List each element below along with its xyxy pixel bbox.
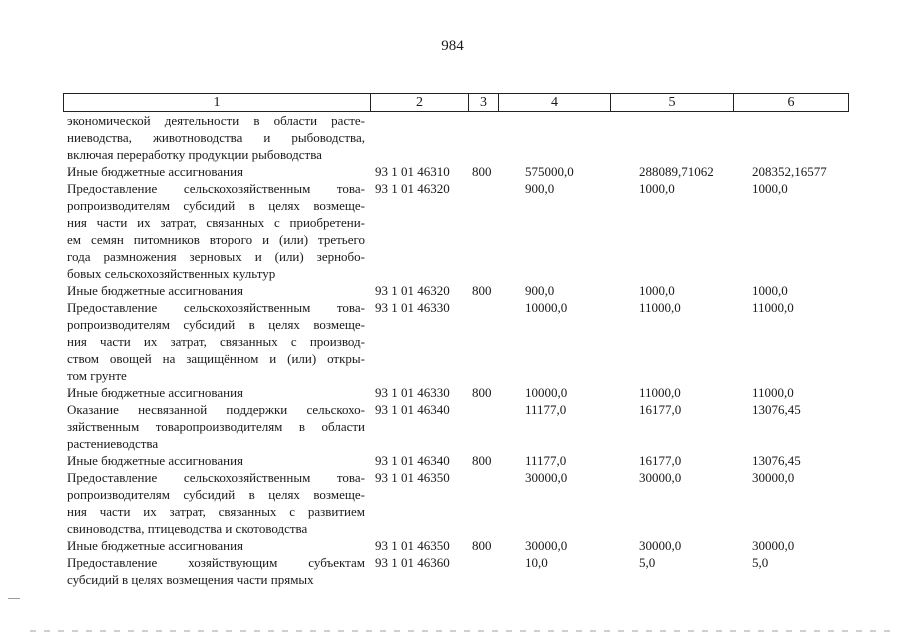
row-code: 93 1 01 46320 bbox=[375, 181, 450, 196]
row-description bbox=[0, 537, 365, 554]
row-code: 93 1 01 46330 bbox=[375, 300, 450, 315]
row-value-col6: 13076,45 bbox=[752, 453, 801, 468]
description-line: ниеводства, животноводства и рыбоводства, bbox=[67, 130, 365, 145]
row-value-col6: 208352,16577 bbox=[752, 164, 827, 179]
row-description bbox=[0, 163, 365, 180]
row-value-col5: 30000,0 bbox=[639, 470, 682, 485]
row-description bbox=[0, 452, 365, 469]
row-expense-kind: 800 bbox=[472, 385, 492, 400]
description-line: ропроизводителям субсидий в целях возмеще- bbox=[67, 198, 365, 213]
table-row bbox=[0, 537, 905, 554]
row-value-col5: 16177,0 bbox=[639, 453, 682, 468]
row-expense-kind bbox=[465, 112, 505, 163]
table-row bbox=[0, 452, 905, 469]
description-line: ем семян питомников второго и (или) третьего bbox=[67, 232, 365, 247]
row-value-col4: 575000,0 bbox=[525, 164, 574, 179]
table-row bbox=[0, 282, 905, 299]
row-value-col6: 1000,0 bbox=[752, 283, 788, 298]
row-code: 93 1 01 46350 bbox=[375, 470, 450, 485]
description-line: Иные бюджетные ассигнования bbox=[67, 453, 244, 468]
row-code: 93 1 01 46310 bbox=[375, 164, 450, 179]
row-description bbox=[0, 180, 365, 282]
description-line: Предоставление хозяйствующим субъектам bbox=[67, 555, 365, 570]
description-line: Иные бюджетные ассигнования bbox=[67, 283, 244, 298]
row-value-col4: 11177,0 bbox=[525, 402, 567, 417]
row-value-col4: 30000,0 bbox=[525, 470, 568, 485]
description-line: года размножения зерновых и (или) зернобо- bbox=[67, 249, 365, 264]
row-value-col5: 5,0 bbox=[639, 555, 656, 570]
row-value-col6: 1000,0 bbox=[752, 181, 788, 196]
page-number: 984 bbox=[441, 38, 464, 54]
row-code bbox=[365, 112, 465, 163]
description-line: включая переработку продукции рыбоводства bbox=[67, 147, 322, 162]
scan-edge-mark bbox=[8, 598, 20, 599]
table-row bbox=[0, 180, 905, 282]
header-col-6: 6 bbox=[787, 95, 795, 110]
row-description bbox=[0, 554, 365, 588]
description-line: Предоставление сельскохозяйственным това- bbox=[67, 181, 365, 196]
row-description bbox=[0, 112, 365, 163]
row-code: 93 1 01 46340 bbox=[375, 453, 450, 468]
description-line: свиноводства, птицеводства и скотоводства bbox=[67, 521, 308, 536]
header-col-1: 1 bbox=[64, 94, 371, 111]
header-col-3: 3 bbox=[469, 94, 499, 111]
row-code: 93 1 01 46360 bbox=[375, 555, 450, 570]
row-value-col5: 11000,0 bbox=[639, 385, 681, 400]
row-expense-kind bbox=[465, 401, 505, 452]
row-value-col5: 30000,0 bbox=[639, 538, 682, 553]
row-expense-kind: 800 bbox=[472, 453, 492, 468]
scan-bottom-edge bbox=[30, 630, 890, 632]
description-line: экономической деятельности в области расте- bbox=[67, 113, 365, 128]
description-line: Иные бюджетные ассигнования bbox=[67, 538, 244, 553]
row-value-col6: 30000,0 bbox=[752, 470, 795, 485]
row-expense-kind bbox=[465, 299, 505, 384]
description-line: зяйственным товаропроизводителям в области bbox=[67, 419, 365, 434]
row-value-col5: 1000,0 bbox=[639, 181, 675, 196]
header-col-2: 2 bbox=[371, 94, 469, 111]
row-value-col4: 900,0 bbox=[525, 181, 555, 196]
row-value-col4: 30000,0 bbox=[525, 538, 568, 553]
row-expense-kind: 800 bbox=[472, 538, 492, 553]
row-value-col4: 10000,0 bbox=[525, 300, 568, 315]
description-line: Иные бюджетные ассигнования bbox=[67, 164, 244, 179]
description-line: том грунте bbox=[67, 368, 127, 383]
table-row bbox=[0, 554, 905, 588]
row-value-col6: 13076,45 bbox=[752, 402, 801, 417]
description-line: ропроизводителям субсидий в целях возмеще- bbox=[67, 317, 365, 332]
description-line: ния части их затрат, связанных с приобретени- bbox=[67, 215, 365, 230]
row-value-col6: 5,0 bbox=[752, 555, 769, 570]
row-description bbox=[0, 299, 365, 384]
header-col-4: 4 bbox=[499, 94, 611, 111]
description-line: Предоставление сельскохозяйственным това- bbox=[67, 470, 365, 485]
description-line: Иные бюджетные ассигнования bbox=[67, 385, 244, 400]
row-value-col5: 11000,0 bbox=[639, 300, 681, 315]
row-expense-kind bbox=[465, 469, 505, 537]
row-value-col4: 10000,0 bbox=[525, 385, 568, 400]
description-line: растениеводства bbox=[67, 436, 159, 451]
table-row bbox=[0, 401, 905, 452]
header-col-5: 5 bbox=[611, 94, 734, 111]
row-code: 93 1 01 46330 bbox=[375, 385, 450, 400]
row-expense-kind bbox=[465, 554, 505, 588]
row-value-col5: 16177,0 bbox=[639, 402, 682, 417]
description-line: ропроизводителям субсидий в целях возмеще- bbox=[67, 487, 365, 502]
row-value-col4: 11177,0 bbox=[525, 453, 567, 468]
description-line: бовых сельскохозяйственных культур bbox=[67, 266, 276, 281]
row-value-col5: 288089,71062 bbox=[639, 164, 714, 179]
row-value-col6: 30000,0 bbox=[752, 538, 795, 553]
row-value-col4: 10,0 bbox=[525, 555, 548, 570]
row-value-col6 bbox=[740, 112, 860, 163]
row-expense-kind bbox=[465, 180, 505, 282]
row-expense-kind: 800 bbox=[472, 283, 492, 298]
table-row bbox=[0, 112, 905, 163]
row-code: 93 1 01 46320 bbox=[375, 283, 450, 298]
table-row bbox=[0, 469, 905, 537]
description-line: ния части их затрат, связанных с развитием bbox=[67, 504, 365, 519]
table-header bbox=[63, 93, 849, 112]
description-line: ством овощей на защищённом и (или) откры- bbox=[67, 351, 365, 366]
row-description bbox=[0, 401, 365, 452]
row-value-col6: 11000,0 bbox=[752, 300, 794, 315]
row-value-col4: 900,0 bbox=[525, 283, 555, 298]
row-code: 93 1 01 46340 bbox=[375, 402, 450, 417]
table-row bbox=[0, 163, 905, 180]
row-code: 93 1 01 46350 bbox=[375, 538, 450, 553]
row-value-col5: 1000,0 bbox=[639, 283, 675, 298]
row-value-col6: 11000,0 bbox=[752, 385, 794, 400]
row-value-col4 bbox=[505, 112, 622, 163]
row-value-col5 bbox=[622, 112, 740, 163]
budget-table-body bbox=[0, 112, 905, 588]
table-row bbox=[0, 384, 905, 401]
row-description bbox=[0, 282, 365, 299]
row-description bbox=[0, 469, 365, 537]
row-description bbox=[0, 384, 365, 401]
description-line: Оказание несвязанной поддержки сельскохо- bbox=[67, 402, 365, 417]
description-line: ния части их затрат, связанных с производ- bbox=[67, 334, 365, 349]
description-line: Предоставление сельскохозяйственным това- bbox=[67, 300, 365, 315]
table-row bbox=[0, 299, 905, 384]
row-expense-kind: 800 bbox=[472, 164, 492, 179]
description-line: субсидий в целях возмещения части прямых bbox=[67, 572, 314, 587]
